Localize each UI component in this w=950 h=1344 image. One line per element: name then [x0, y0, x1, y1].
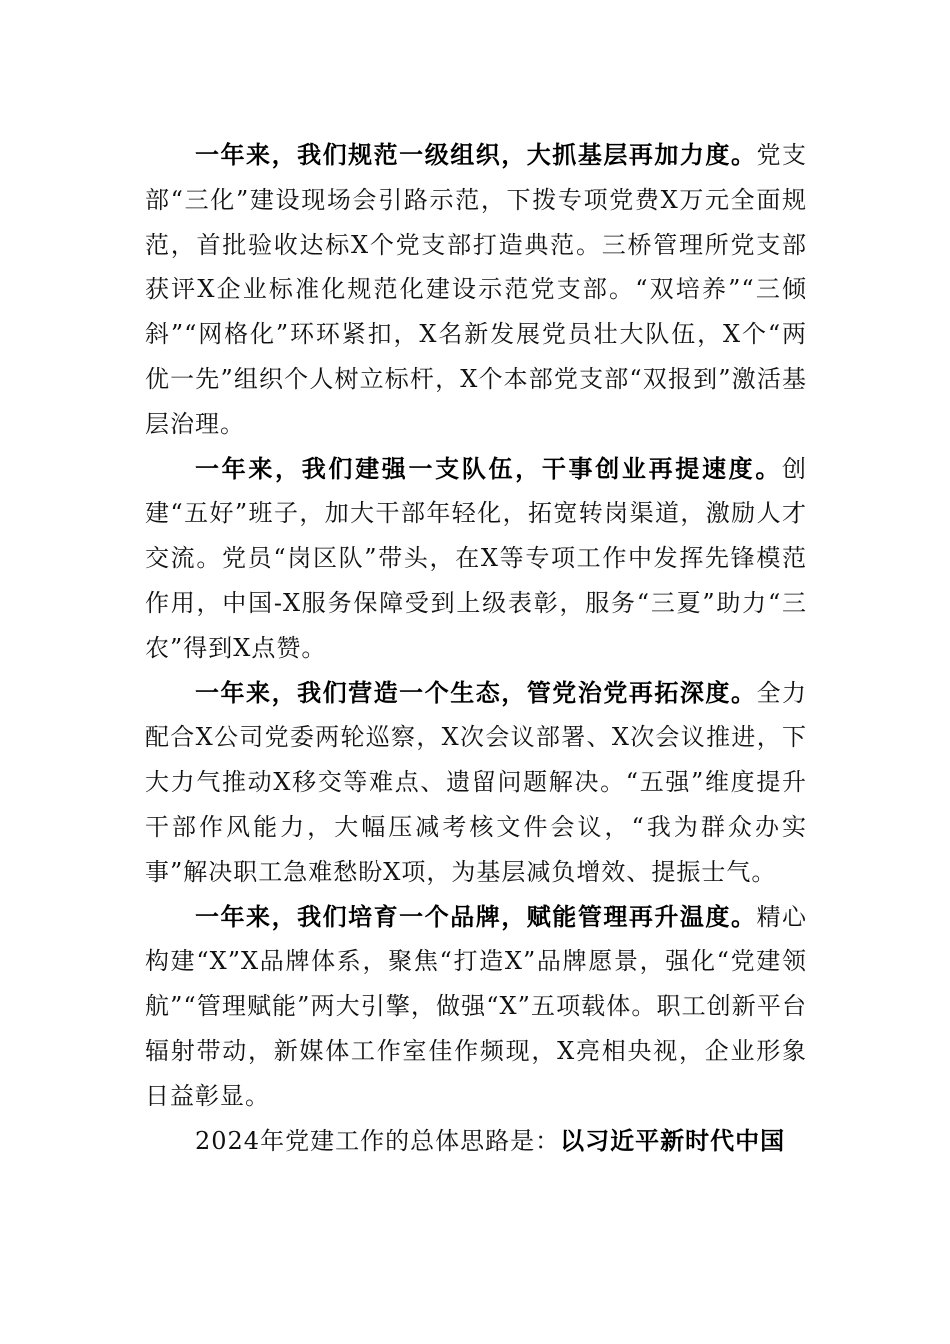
paragraph-team — [145, 447, 807, 671]
paragraph-organization — [145, 133, 807, 447]
paragraph-heading: 一年来，我们建强一支队伍，干事创业再提速度。 — [195, 453, 782, 483]
paragraph-heading: 一年来，我们培育一个品牌，赋能管理再升温度。 — [195, 901, 757, 931]
paragraph-text: 创建“五好”班子，加大干部年轻化，拓宽转岗渠道，激励人才交流。党员“岗区队”带头，在X等专项工作中发挥先锋模范作用，中国-X服务保障受到上级表彰，服务“三夏”助力“三农”得到X点赞。 — [145, 454, 807, 662]
paragraph-heading: 一年来，我们规范一级组织，大抓基层再加力度。 — [195, 140, 757, 169]
paragraph-2024-plan — [145, 1119, 807, 1164]
paragraph-ecology — [145, 671, 807, 895]
document-body — [145, 133, 807, 1163]
paragraph-text: 2024年党建工作的总体思路是： — [195, 1126, 561, 1155]
paragraph-text: 全力配合X公司党委两轮巡察，X次会议部署、X次会议推进，下大力气推动X移交等难点、遗留问题解决。“五强”维度提升干部作风能力，大幅压减考核文件会议，“我为群众办实事”解决职工急难愁盼X项，为基层减负增效、提振士气。 — [145, 678, 808, 886]
paragraph-text: 精心构建“X”X品牌体系，聚焦“打造X”品牌愿景，强化“党建领航”“管理赋能”两大引擎，做强“X”五项载体。职工创新平台辐射带动，新媒体工作室佳作频现，X亮相央视，企业形象日益彰显。 — [145, 902, 808, 1110]
paragraph-text: 党支部“三化”建设现场会引路示范，下拨专项党费X万元全面规范，首批验收达标X个党支部打造典范。三桥管理所党支部获评X企业标准化规范化建设示范党支部。“双培养”“三倾斜”“网格化”环环紧扣，X名新发展党员壮大队伍，X个“两优一先”组织个人树立标杆，X个本部党支部“双报到”激活基层治理。 — [145, 141, 808, 438]
paragraph-brand — [145, 895, 807, 1119]
paragraph-emphasis: 以习近平新时代中国 — [560, 1125, 786, 1155]
paragraph-heading: 一年来，我们营造一个生态，管党治党再拓深度。 — [195, 677, 757, 707]
